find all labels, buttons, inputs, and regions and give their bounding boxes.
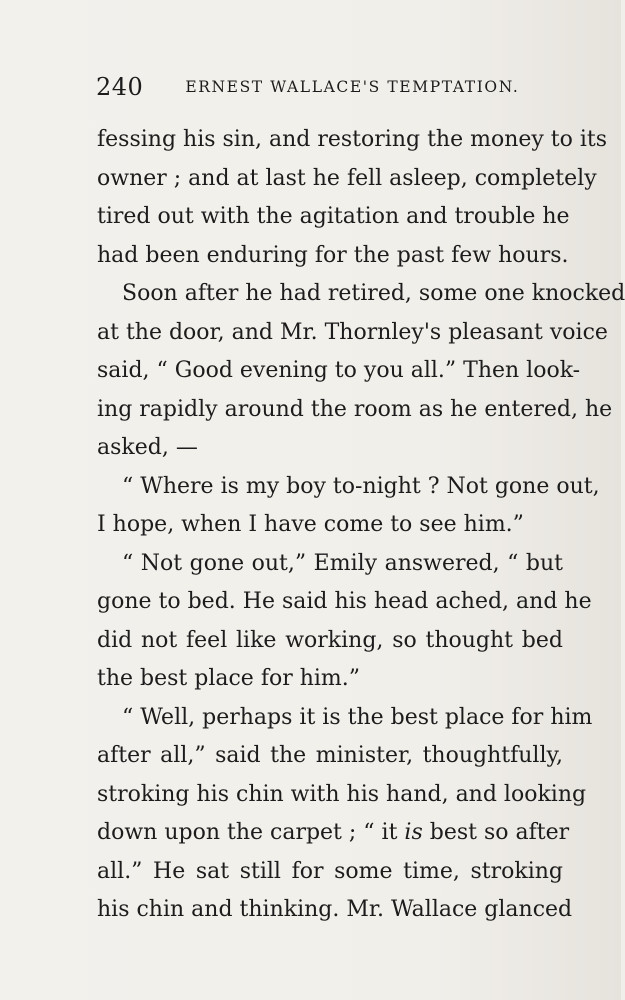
text-line: ing rapidly around the room as he entered, he	[97, 396, 613, 422]
emphasized-word: is	[404, 820, 423, 845]
text-line: asked, —	[97, 435, 198, 460]
text-line: after all,” said the minister, thoughtfully,	[97, 743, 563, 768]
text-line: stroking his chin with his hand, and looking	[97, 781, 587, 807]
text-line: had been enduring for the past few hours.	[97, 242, 569, 268]
text-line	[97, 814, 570, 853]
body-text	[97, 121, 625, 930]
text-line: owner ; and at last he fell asleep, completely	[97, 165, 597, 191]
text-line: “ Not gone out,” Emily answered, “ but	[122, 550, 563, 576]
text-fragment: down upon the carpet ; “ it	[97, 820, 405, 845]
text-line: at the door, and Mr. Thornley's pleasant voice	[97, 319, 608, 345]
text-line: I hope, when I have come to see him.”	[97, 512, 524, 537]
text-line: did not feel like working, so thought bed	[97, 627, 563, 653]
text-line: the best place for him.”	[97, 666, 361, 691]
page-number: 240	[96, 73, 144, 101]
text-line: Soon after he had retired, some one knocked	[122, 281, 625, 306]
text-line: all.” He sat still for some time, stroking	[97, 858, 563, 884]
text-line: tired out with the agitation and trouble he	[97, 204, 570, 229]
text-line: “ Well, perhaps it is the best place for him	[122, 704, 593, 730]
text-line: fessing his sin, and restoring the money to its	[97, 127, 608, 152]
text-line: his chin and thinking. Mr. Wallace glanced	[97, 897, 573, 922]
page-header	[96, 70, 566, 104]
running-title: ERNEST WALLACE'S TEMPTATION.	[185, 78, 520, 96]
text-line: gone to bed. He said his head ached, and he	[97, 589, 592, 614]
text-line: “ Where is my boy to-night ? Not gone out,	[122, 473, 600, 499]
text-line: said, “ Good evening to you all.” Then look-	[97, 358, 581, 383]
text-fragment: best so after	[422, 820, 570, 845]
